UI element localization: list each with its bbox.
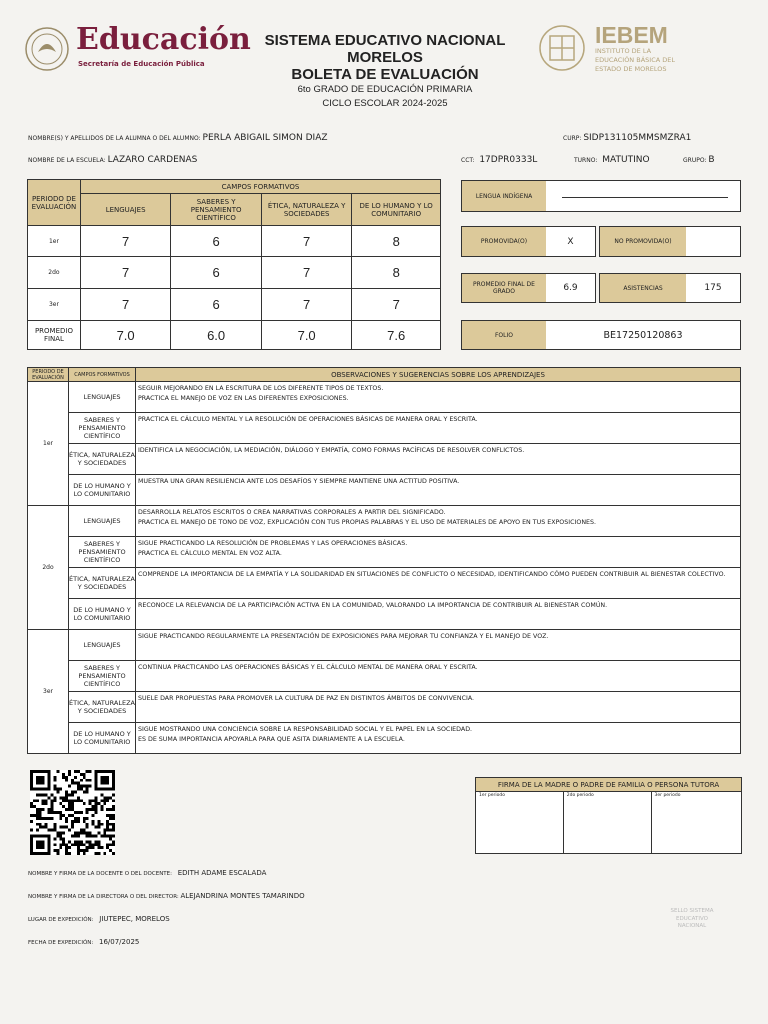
student-name-row <box>28 133 328 143</box>
folio-label: FOLIO <box>462 321 546 349</box>
obs-period-label: 1er <box>28 382 69 506</box>
group-row <box>683 155 715 165</box>
grade-cell: 8 <box>352 257 441 289</box>
cct-value: 17DPR0333L <box>479 155 538 165</box>
period-label: 1er <box>28 226 81 257</box>
iebem-sub2: EDUCACIÓN BÁSICA DEL <box>595 56 675 64</box>
observation-row <box>28 506 741 537</box>
grade-cell: 6.0 <box>171 321 262 350</box>
grade-cell: 7 <box>352 289 441 321</box>
grade-cell: 6 <box>171 257 262 289</box>
observation-row <box>28 537 741 568</box>
obs-text: DESARROLLA RELATOS ESCRITOS O CREA NARRATIVAS CORPORALES A PARTIR DEL SIGNIFICADO. PRACTICA EL MANEJO DE TONO DE VOZ, EXPLICACIÓN CON TUS PROPIAS PALABRAS Y EL USO DE MATERIALES DE APOYO EN TUS EXPOSICIONES. <box>136 506 741 537</box>
parent-signature-header: FIRMA DE LA MADRE O PADRE DE FAMILIA O PERSONA TUTORA <box>476 778 742 792</box>
obs-field-label: ÉTICA, NATURALEZA Y SOCIEDADES <box>69 444 136 475</box>
teacher-row <box>28 869 266 877</box>
obs-text: MUESTRA UNA GRAN RESILIENCIA ANTE LOS DESAFÍOS Y SIEMPRE MANTIENE UNA ACTITUD POSITIVA. <box>136 475 741 506</box>
promoted-box <box>461 226 596 257</box>
obs-field-label: ÉTICA, NATURALEZA Y SOCIEDADES <box>69 692 136 723</box>
observation-row <box>28 661 741 692</box>
attendance-value: 175 <box>704 283 722 293</box>
shift-row <box>574 155 650 165</box>
shift-value: MATUTINO <box>602 155 650 165</box>
obs-text: SUELE DAR PROPUESTAS PARA PROMOVER LA CULTURA DE PAZ EN DISTINTOS ÁMBITOS DE CONVIVENCIA. <box>136 692 741 723</box>
final-average-box <box>461 273 596 303</box>
obs-text: RECONOCE LA RELEVANCIA DE LA PARTICIPACIÓN ACTIVA EN LA COMUNIDAD, VALORANDO LA IMPORTANCIA DE CONTRIBUIR AL BIENESTAR COMÚN. <box>136 599 741 630</box>
grade-cell: 7 <box>80 257 170 289</box>
obs-field-label: LENGUAJES <box>69 506 136 537</box>
date-label: FECHA DE EXPEDICIÓN: <box>28 940 94 946</box>
page-title <box>250 32 520 109</box>
final-average-value: 6.9 <box>563 283 578 293</box>
observation-row <box>28 475 741 506</box>
folio-box <box>461 320 741 350</box>
grade-cell: 8 <box>352 226 441 257</box>
iebem-logo <box>538 22 698 74</box>
date-row <box>28 938 139 946</box>
teacher-name: EDITH ADAME ESCALADA <box>177 869 267 877</box>
group-value: B <box>708 155 715 165</box>
grade-cell: 6 <box>171 226 262 257</box>
grade-cell: 7 <box>261 289 352 321</box>
grade-cell: 6 <box>171 289 262 321</box>
observation-row <box>28 599 741 630</box>
col-header-saberes: SABERES Y PENSAMIENTO CIENTÍFICO <box>171 194 262 226</box>
not-promoted-label: NO PROMOVIDA(O) <box>600 227 686 256</box>
obs-period-label: 3er <box>28 630 69 754</box>
indigenous-language-value <box>562 196 728 198</box>
observation-row <box>28 723 741 754</box>
grade-cell: 7 <box>261 226 352 257</box>
cycle-line: CICLO ESCOLAR 2024-2025 <box>322 98 448 109</box>
parent-signature-table <box>475 777 742 854</box>
signature-cell-period-1 <box>476 792 564 854</box>
grade-cell: 7.0 <box>261 321 352 350</box>
grade-row <box>28 289 441 321</box>
fields-header: CAMPOS FORMATIVOS <box>80 180 440 194</box>
grade-cell: 7 <box>80 226 170 257</box>
director-label: NOMBRE Y FIRMA DE LA DIRECTORA O DEL DIRECTOR: <box>28 894 179 900</box>
date-value: 16/07/2025 <box>99 938 140 946</box>
indigenous-language-box <box>461 180 741 212</box>
iebem-sub1: INSTITUTO DE LA <box>595 47 652 55</box>
obs-field-label: LENGUAJES <box>69 382 136 413</box>
director-row <box>28 892 305 900</box>
school-row <box>28 155 197 165</box>
obs-text: SIGUE PRACTICANDO LA RESOLUCIÓN DE PROBLEMAS Y LAS OPERACIONES BÁSICAS. PRACTICA EL CÁLCULO MENTAL EN VOZ ALTA. <box>136 537 741 568</box>
cct-label: CCT: <box>461 157 475 164</box>
title-line3: BOLETA DE EVALUACIÓN <box>291 66 479 83</box>
logo-subtitle: Secretaría de Educación Pública <box>78 60 205 68</box>
school-name: LAZARO CARDENAS <box>107 155 198 165</box>
obs-text: SIGUE MOSTRANDO UNA CONCIENCIA SOBRE LA RESPONSABILIDAD SOCIAL Y EL PAPEL EN LA SOCIEDAD. ES DE SUMA IMPORTANCIA APOYARLA PARA QUE ASITA DIARIAMENTE A LA ESCUELA. <box>136 723 741 754</box>
observation-row <box>28 692 741 723</box>
grade-row <box>28 226 441 257</box>
obs-text: IDENTIFICA LA NEGOCIACIÓN, LA MEDIACIÓN, DIÁLOGO Y EMPATÍA, COMO FORMAS PACÍFICAS DE RESOLVER CONFLICTOS. <box>136 444 741 475</box>
signature-period-label: 2do periodo <box>566 793 594 798</box>
obs-field-label: SABERES Y PENSAMIENTO CIENTÍFICO <box>69 537 136 568</box>
place-value: JIUTEPEC, MORELOS <box>99 915 170 923</box>
obs-field-label: SABERES Y PENSAMIENTO CIENTÍFICO <box>69 661 136 692</box>
grade-row-average <box>28 321 441 350</box>
school-label: NOMBRE DE LA ESCUELA: <box>28 157 106 164</box>
cct-row <box>461 155 537 165</box>
final-average-label: PROMEDIO FINAL DE GRADO <box>462 274 546 302</box>
obs-field-label: DE LO HUMANO Y LO COMUNITARIO <box>69 723 136 754</box>
obs-period-header: PERIODO DE EVALUACIÓN <box>28 368 69 382</box>
attendance-label: ASISTENCIAS <box>600 274 686 302</box>
iebem-emblem-icon <box>538 24 586 72</box>
grade-cell: 7 <box>80 289 170 321</box>
signature-period-label: 3er periodo <box>654 793 681 798</box>
folio-value: BE17250120863 <box>603 329 683 341</box>
obs-text: CONTINUA PRACTICANDO LAS OPERACIONES BÁSICAS Y EL CÁLCULO MENTAL DE MANERA ORAL Y ESCRITA. <box>136 661 741 692</box>
obs-field-label: LENGUAJES <box>69 630 136 661</box>
period-label: PROMEDIO FINAL <box>28 321 81 350</box>
sep-logo <box>24 22 251 74</box>
obs-field-label: SABERES Y PENSAMIENTO CIENTÍFICO <box>69 413 136 444</box>
col-header-humano: DE LO HUMANO Y LO COMUNITARIO <box>352 194 441 226</box>
obs-field-label: DE LO HUMANO Y LO COMUNITARIO <box>69 475 136 506</box>
obs-text: SIGUE PRACTICANDO REGULARMENTE LA PRESENTACIÓN DE EXPOSICIONES PARA MEJORAR TU CONFIANZA Y EL MANEJO DE VOZ. <box>136 630 741 661</box>
not-promoted-box <box>599 226 741 257</box>
iebem-text: IEBEM <box>595 22 668 48</box>
curp-row <box>563 133 691 143</box>
title-line1: SISTEMA EDUCATIVO NACIONAL <box>264 32 506 49</box>
period-label: 3er <box>28 289 81 321</box>
grades-table <box>27 179 441 350</box>
observation-row <box>28 382 741 413</box>
student-name: PERLA ABIGAIL SIMON DIAZ <box>202 133 328 143</box>
student-name-label: NOMBRE(S) Y APELLIDOS DE LA ALUMNA O DEL ALUMNO: <box>28 135 201 142</box>
grade-cell: 7 <box>261 257 352 289</box>
obs-field-label: DE LO HUMANO Y LO COMUNITARIO <box>69 599 136 630</box>
period-label: 2do <box>28 257 81 289</box>
place-row <box>28 915 170 923</box>
director-name: ALEJANDRINA MONTES TAMARINDO <box>180 892 305 900</box>
obs-field-label: ÉTICA, NATURALEZA Y SOCIEDADES <box>69 568 136 599</box>
observation-row <box>28 444 741 475</box>
group-label: GRUPO: <box>683 157 707 164</box>
signature-period-label: 1er periodo <box>479 793 506 798</box>
promoted-value: X <box>567 236 574 247</box>
place-label: LUGAR DE EXPEDICIÓN: <box>28 917 94 923</box>
promoted-label: PROMOVIDA(O) <box>462 227 546 256</box>
signature-cell-period-3 <box>651 792 741 854</box>
period-header: PERIODO DE EVALUACIÓN <box>28 180 81 226</box>
grade-row <box>28 257 441 289</box>
col-header-etica: ÉTICA, NATURALEZA Y SOCIEDADES <box>261 194 352 226</box>
obs-text: PRACTICA EL CÁLCULO MENTAL Y LA RESOLUCIÓN DE OPERACIONES BÁSICAS DE MANERA ORAL Y ESCRITA. <box>136 413 741 444</box>
iebem-sub3: ESTADO DE MORELOS <box>595 65 667 73</box>
col-header-lenguajes: LENGUAJES <box>80 194 170 226</box>
shift-label: TURNO: <box>574 157 598 164</box>
signature-cell-period-2 <box>563 792 651 854</box>
grade-cell: 7.6 <box>352 321 441 350</box>
attendance-box <box>599 273 741 303</box>
curp-value: SIDP131105MMSMZRA1 <box>583 133 692 143</box>
obs-fields-header: CAMPOS FORMATIVOS <box>69 368 136 382</box>
official-seal: SELLO SISTEMA EDUCATIVO NACIONAL <box>670 908 714 929</box>
curp-label: CURP: <box>563 135 582 142</box>
obs-text: COMPRENDE LA IMPORTANCIA DE LA EMPATÍA Y LA SOLIDARIDAD EN SITUACIONES DE CONFLICTO O NECESIDAD, IDENTIFICANDO CÓMO PUEDEN CONTRIBUIR AL BIENESTAR COLECTIVO. <box>136 568 741 599</box>
title-line2: MORELOS <box>347 49 423 66</box>
indigenous-language-label: LENGUA INDÍGENA <box>462 181 546 211</box>
logo-text: Educación <box>76 22 251 57</box>
not-promoted-value <box>686 227 740 256</box>
teacher-label: NOMBRE Y FIRMA DE LA DOCENTE O DEL DOCENTE: <box>28 871 172 877</box>
obs-period-label: 2do <box>28 506 69 630</box>
obs-text: SEGUIR MEJORANDO EN LA ESCRITURA DE LOS DIFERENTE TIPOS DE TEXTOS. PRACTICA EL MANEJO DE VOZ EN LAS DIFERENTES EXPOSICIONES. <box>136 382 741 413</box>
eagle-seal-icon <box>24 26 70 72</box>
observation-row <box>28 568 741 599</box>
observations-table <box>27 367 741 754</box>
grade-cell: 7.0 <box>80 321 170 350</box>
qr-code <box>30 770 115 855</box>
observation-row <box>28 630 741 661</box>
observation-row <box>28 413 741 444</box>
grade-line: 6to GRADO DE EDUCACIÓN PRIMARIA <box>297 84 473 95</box>
obs-header: OBSERVACIONES Y SUGERENCIAS SOBRE LOS APRENDIZAJES <box>136 368 741 382</box>
